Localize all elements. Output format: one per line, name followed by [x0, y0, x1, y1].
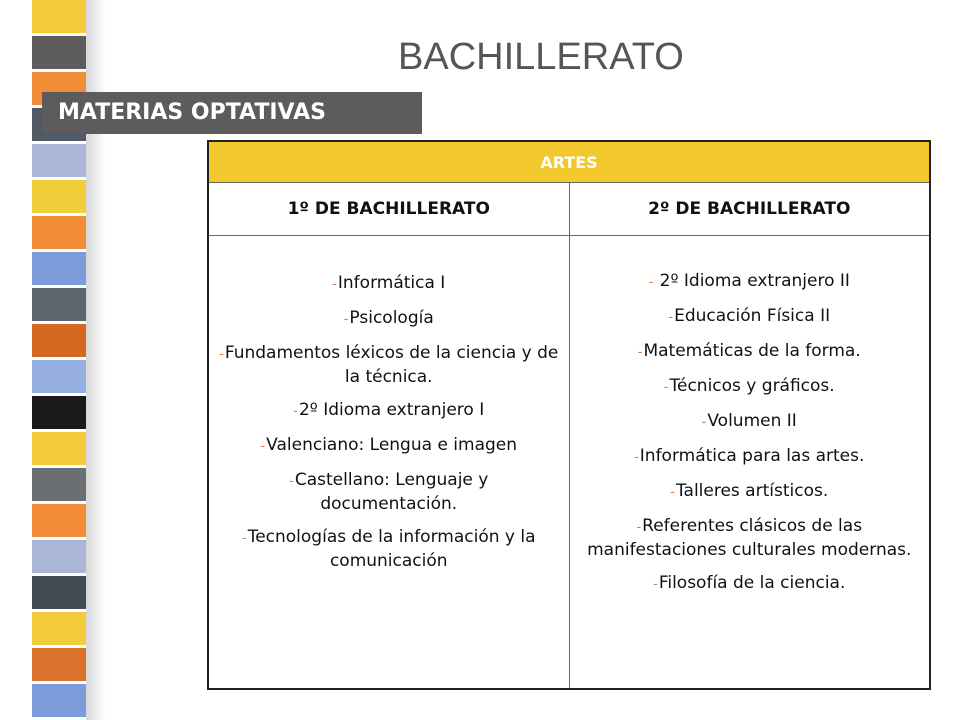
- list-item-text: Tecnologías de la información y la comunicación: [247, 527, 536, 571]
- bullet-dash: -: [634, 450, 639, 465]
- bullet-dash: -: [343, 312, 349, 327]
- bullet-dash: -: [289, 474, 294, 489]
- slide-title: BACHILLERATO: [398, 36, 684, 78]
- bullet-dash: -: [636, 520, 642, 535]
- bullet-dash: -: [260, 439, 266, 454]
- list-item: [580, 375, 920, 399]
- list-item-text: Psicología: [349, 308, 434, 328]
- section-badge: MATERIAS OPTATIVAS: [42, 92, 422, 134]
- bullet-dash: -: [242, 531, 247, 546]
- list-item-text: Castellano: Lenguaje y documentación.: [294, 470, 489, 514]
- list-item-text: 2º Idioma extranjero II: [654, 271, 850, 291]
- bullet-dash: -: [668, 310, 674, 325]
- table-header-artes: ARTES: [208, 141, 930, 183]
- list-item: [219, 526, 559, 572]
- list-item: [580, 305, 920, 329]
- list-item-text: Matemáticas de la forma.: [643, 341, 861, 361]
- list-item-text: Talleres artísticos.: [675, 481, 829, 501]
- list-item: [219, 399, 559, 423]
- list-item-text: Filosofía de la ciencia.: [658, 573, 846, 593]
- bullet-dash: -: [648, 275, 654, 290]
- column-header-2: 2º DE BACHILLERATO: [569, 183, 930, 236]
- list-item: [580, 445, 920, 469]
- list-item-text: Valenciano: Lengua e imagen: [266, 435, 518, 455]
- column-header-1: 1º DE BACHILLERATO: [208, 183, 569, 236]
- list-item: [219, 272, 559, 296]
- list-item-text: Informática para las artes.: [639, 446, 865, 466]
- subjects-table: [207, 140, 931, 690]
- list-item: [580, 270, 920, 294]
- bullet-dash: -: [701, 415, 707, 430]
- list-item: [580, 480, 920, 504]
- list-item-text: Educación Física II: [674, 306, 831, 326]
- list-item-text: Volumen II: [707, 411, 797, 431]
- bullet-dash: -: [670, 485, 675, 500]
- bullet-dash: -: [663, 380, 669, 395]
- bullet-dash: -: [637, 345, 643, 360]
- list-item-text: Informática I: [337, 273, 446, 293]
- bullet-dash: -: [219, 347, 224, 362]
- bullet-dash: -: [653, 577, 658, 592]
- list-item-text: Fundamentos léxicos de la ciencia y de la técnica.: [224, 343, 559, 387]
- list-item-text: Técnicos y gráficos.: [669, 376, 835, 396]
- column-2-list: [569, 236, 930, 690]
- list-item: [580, 410, 920, 434]
- list-item: [580, 515, 920, 561]
- list-item: [219, 434, 559, 458]
- column-1-list: [208, 236, 569, 690]
- list-item: [219, 342, 559, 388]
- list-item: [580, 340, 920, 364]
- bullet-dash: -: [293, 404, 298, 419]
- list-item-text: 2º Idioma extranjero I: [298, 400, 485, 420]
- list-item-text: Referentes clásicos de las manifestaciones culturales modernas.: [587, 516, 912, 560]
- list-item: [580, 572, 920, 596]
- list-item: [219, 469, 559, 515]
- bullet-dash: -: [332, 277, 337, 292]
- list-item: [219, 307, 559, 331]
